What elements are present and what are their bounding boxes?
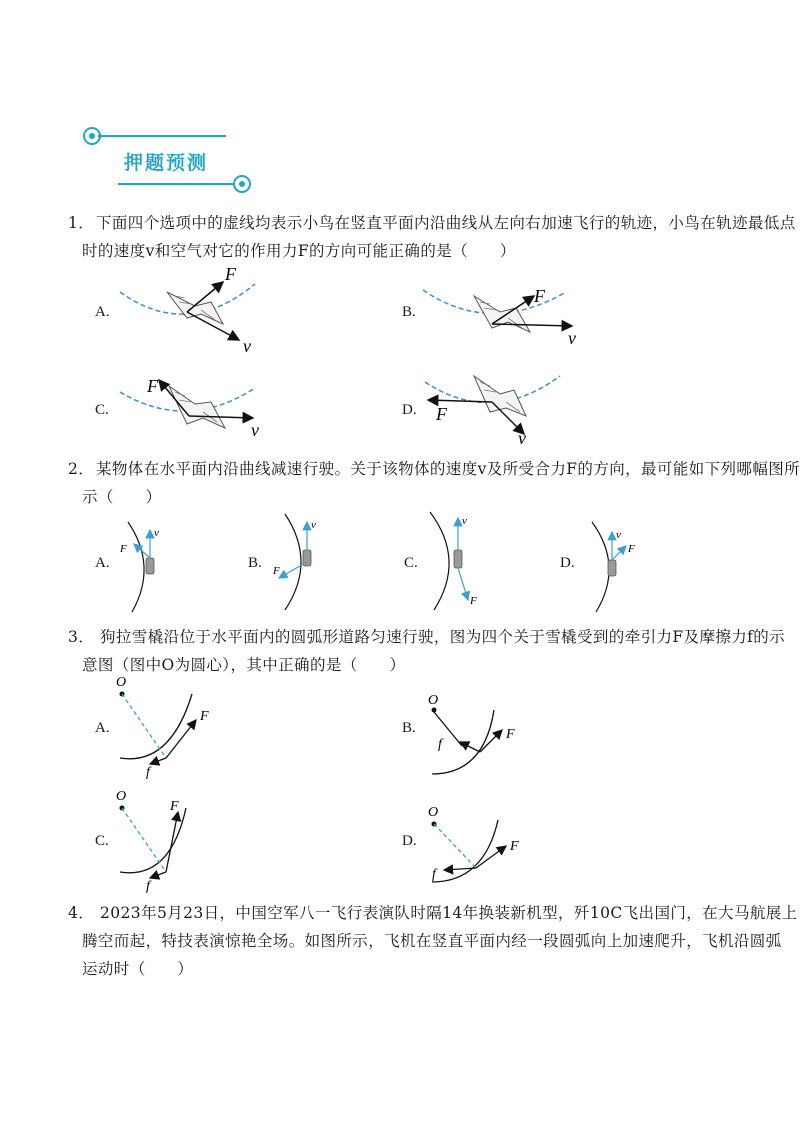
- q1-option-c-label[interactable]: C.: [95, 402, 109, 418]
- q2-figure-b: [265, 510, 335, 614]
- center-label: O: [116, 789, 127, 804]
- q3-option-d-label[interactable]: D.: [402, 833, 417, 849]
- center-label: O: [116, 675, 127, 690]
- center-label: O: [428, 694, 439, 708]
- object-block: [146, 558, 154, 574]
- question-3-number: 3．: [68, 628, 95, 646]
- force-label: F: [506, 727, 515, 742]
- force-label: F: [120, 543, 127, 555]
- section-banner: [78, 122, 258, 198]
- q2-option-d-label[interactable]: D.: [560, 555, 575, 571]
- force-label: F: [470, 595, 477, 607]
- q2-option-a-label[interactable]: A.: [95, 555, 110, 571]
- velocity-label: v: [311, 519, 316, 531]
- question-4-line1: 2023年5月23日，中国空军八一飞行表演队时隔14年换装新机型，歼10C飞出国门，在大马航展上: [100, 904, 798, 922]
- force-label: F: [436, 404, 447, 424]
- bird-icon: [169, 386, 225, 428]
- velocity-label: v: [243, 336, 251, 356]
- force-label: F: [225, 264, 236, 284]
- q2-figure-d: [582, 518, 652, 614]
- q3-figure-a: [112, 674, 222, 780]
- q2-figure-c: [420, 508, 490, 614]
- center-point: [432, 708, 437, 713]
- force-label: F: [273, 565, 280, 577]
- q1-option-b-label[interactable]: B.: [402, 304, 416, 320]
- force-label: F: [534, 286, 545, 306]
- force-label: F: [628, 543, 635, 555]
- question-2-number: 2．: [68, 460, 95, 478]
- question-2-line1: 某物体在水平面内沿曲线减速行驶。关于该物体的速度v及所受合力F的方向，最可能如下列哪幅图所: [96, 460, 800, 478]
- question-4-number: 4．: [68, 904, 95, 922]
- q2-option-b-label[interactable]: B.: [248, 555, 262, 571]
- q3-figure-c: [112, 788, 222, 894]
- force-label: F: [170, 799, 179, 814]
- q2-option-c-label[interactable]: C.: [404, 555, 418, 571]
- question-2-line2: 示（ ）: [82, 488, 162, 506]
- question-4-line3: 运动时（ ）: [82, 960, 194, 978]
- velocity-label: v: [154, 527, 159, 539]
- q3-option-b-label[interactable]: B.: [402, 720, 416, 736]
- bird-icon: [474, 296, 530, 332]
- force-label: F: [147, 376, 158, 396]
- velocity-label: v: [568, 328, 576, 348]
- q1-figure-b: [418, 282, 588, 362]
- center-label: O: [428, 806, 439, 820]
- q2-figure-a: [118, 518, 178, 614]
- q1-figure-d: [420, 368, 570, 448]
- question-4-line2: 腾空而起，特技表演惊艳全场。如图所示，飞机在竖直平面内经一段圆弧向上加速爬升，飞机沿圆弧: [82, 932, 782, 950]
- q3-figure-b: [422, 694, 532, 780]
- q3-option-c-label[interactable]: C.: [95, 833, 109, 849]
- q1-figure-c: [115, 372, 275, 442]
- question-3-line2: 意图（图中O为圆心），其中正确的是（ ）: [82, 656, 406, 674]
- object-block: [454, 550, 462, 568]
- bird-icon: [167, 292, 223, 324]
- question-3-line1: 狗拉雪橇沿位于水平面内的圆弧形道路匀速行驶，图为四个关于雪橇受到的牵引力F及摩擦力f的示: [100, 628, 786, 646]
- q3-figure-d: [422, 806, 532, 892]
- friction-label: f: [146, 879, 150, 894]
- velocity-label: v: [518, 428, 526, 448]
- q1-option-d-label[interactable]: D.: [402, 402, 417, 418]
- q1-option-a-label[interactable]: A.: [95, 304, 110, 320]
- q3-option-a-label[interactable]: A.: [95, 720, 110, 736]
- q1-figure-a: [115, 262, 265, 358]
- velocity-label: v: [616, 529, 621, 541]
- question-1-line2: 时的速度v和空气对它的作用力F的方向可能正确的是（ ）: [82, 242, 516, 260]
- object-block: [608, 560, 616, 576]
- force-label: F: [510, 839, 519, 854]
- question-1-number: 1．: [68, 214, 95, 232]
- friction-label: f: [432, 867, 436, 882]
- question-1-line1: 下面四个选项中的虚线均表示小鸟在竖直平面内沿曲线从左向右加速飞行的轨迹，小鸟在轨迹最低点: [96, 214, 796, 232]
- velocity-label: v: [251, 420, 259, 440]
- friction-label: f: [438, 737, 442, 752]
- section-title: 押题预测: [124, 152, 209, 174]
- velocity-label: v: [462, 515, 467, 527]
- friction-label: f: [146, 765, 150, 780]
- force-label: F: [200, 709, 209, 724]
